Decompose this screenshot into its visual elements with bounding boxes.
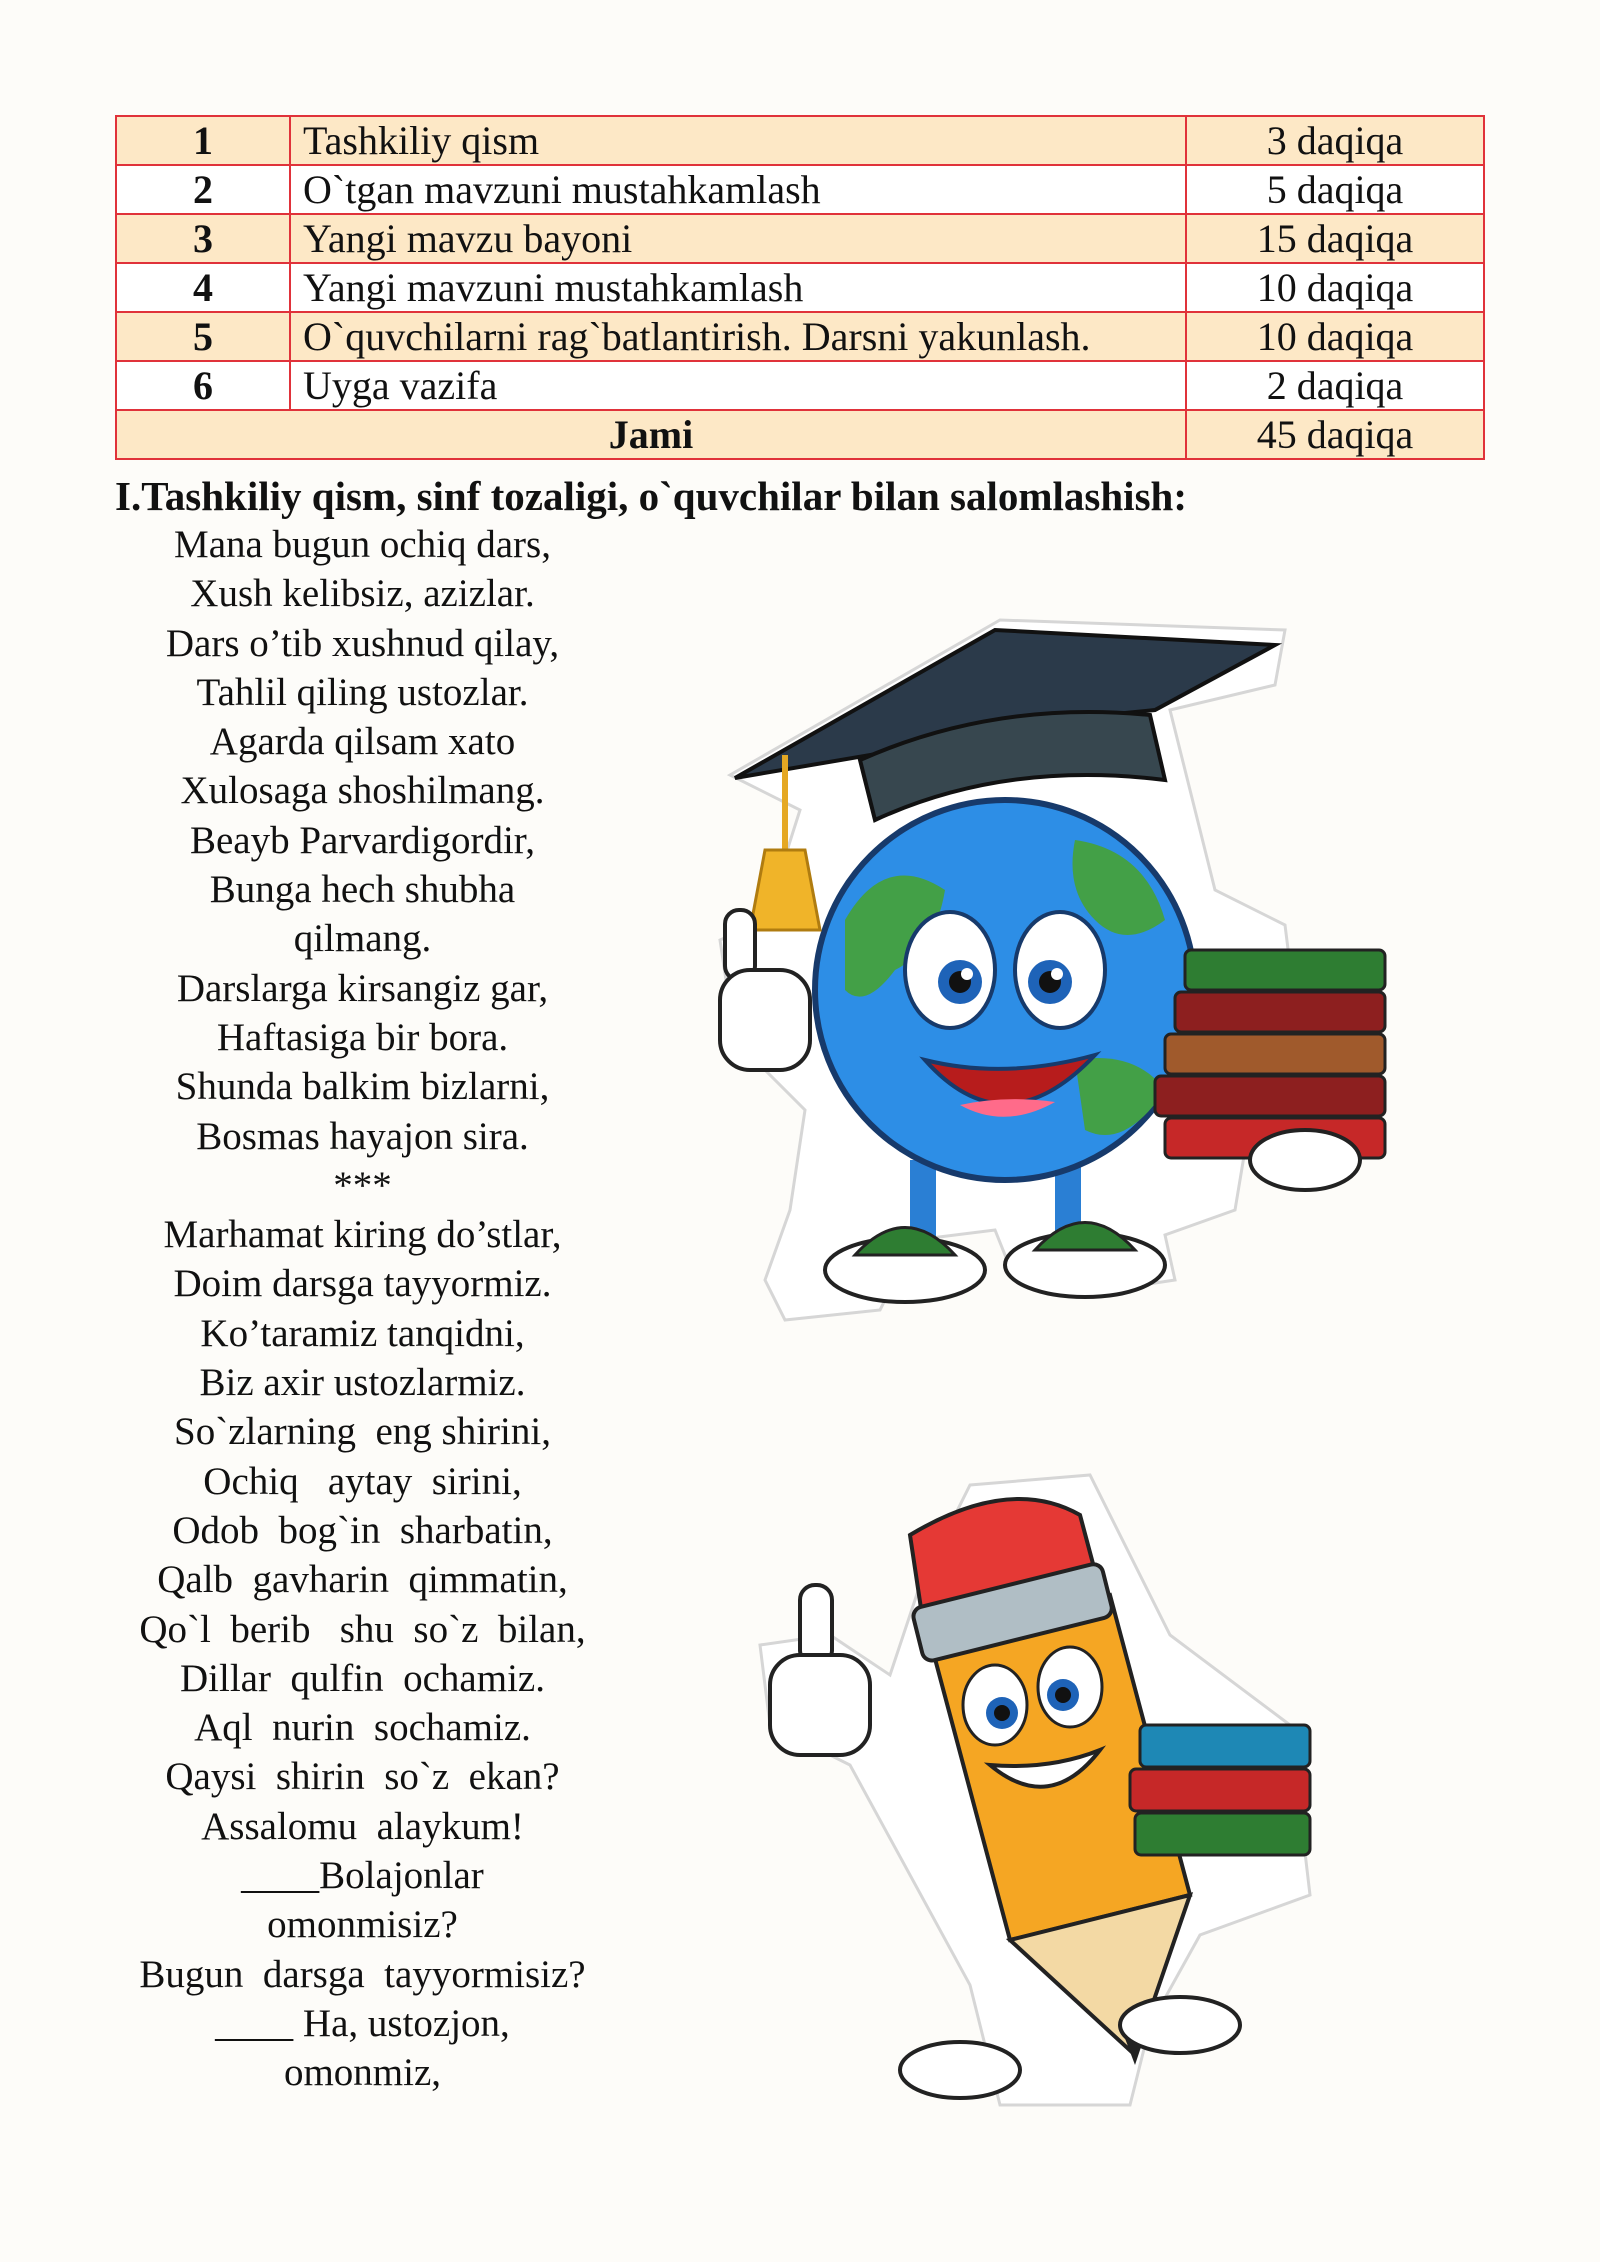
row-activity: O`quvchilarni rag`batlantirish. Darsni yakunlash. (290, 312, 1186, 361)
row-number: 3 (116, 214, 290, 263)
section-heading: I.Tashkiliy qism, sinf tozaligi, o`quvchilar bilan salomlashish: (115, 473, 1187, 519)
table-total-row (116, 410, 1484, 459)
poem-line: Xulosaga shoshilmang. (180, 769, 545, 813)
pencil-mascot-illustration (750, 1465, 1350, 2115)
total-duration: 45 daqiqa (1186, 410, 1484, 459)
poem-line: Dillar qulfin ochamiz. (180, 1656, 545, 1700)
poem-line: Qo`l berib shu so`z bilan, (139, 1607, 586, 1651)
poem-line: omonmiz, (283, 2051, 442, 2095)
table-row (116, 214, 1484, 263)
poem-line: ____ Ha, ustozjon, (215, 2001, 510, 2045)
poem-line: *** (333, 1163, 392, 1207)
poem-line: Mana bugun ochiq dars, (174, 523, 551, 566)
poem-line: Assalomu alaykum! (201, 1804, 524, 1848)
row-number: 1 (116, 116, 290, 165)
greeting-poem (90, 520, 635, 2098)
poem-line: Haftasiga bir bora. (216, 1015, 509, 1059)
poem-line: Shunda balkim bizlarni, (175, 1065, 550, 1109)
poem-line: Ochiq aytay sirini, (203, 1459, 522, 1503)
poem-line: Dars o’tib xushnud qilay, (165, 621, 560, 665)
row-activity: Yangi mavzuni mustahkamlash (290, 263, 1186, 312)
poem-line: Biz axir ustozlarmiz. (199, 1361, 526, 1405)
poem-line: qilmang. (293, 917, 432, 961)
row-activity: Yangi mavzu bayoni (290, 214, 1186, 263)
row-number: 6 (116, 361, 290, 410)
poem-line: Xush kelibsiz, azizlar. (190, 572, 535, 616)
globe-mascot-icon (695, 590, 1445, 1350)
lesson-plan-table (115, 115, 1485, 460)
poem-line: Bugun darsga tayyormisiz? (139, 1952, 586, 1996)
table-row (116, 165, 1484, 214)
poem-line: Beayb Parvardigordir, (189, 818, 535, 862)
poem-line: Darslarga kirsangiz gar, (176, 966, 549, 1010)
total-label: Jami (116, 410, 1186, 459)
poem-line: Odob bog`in sharbatin, (172, 1508, 553, 1552)
poem-line: Doim darsga tayyormiz. (173, 1262, 552, 1306)
poem-line: omonmisiz? (267, 1903, 458, 1947)
row-number: 2 (116, 165, 290, 214)
row-duration: 2 daqiqa (1186, 361, 1484, 410)
row-number: 4 (116, 263, 290, 312)
poem-line: Aql nurin sochamiz. (194, 1706, 531, 1750)
poem-line: Marhamat kiring do’stlar, (163, 1213, 562, 1257)
row-activity: O`tgan mavzuni mustahkamlash (290, 165, 1186, 214)
table-row (116, 361, 1484, 410)
row-number: 5 (116, 312, 290, 361)
row-duration: 10 daqiqa (1186, 263, 1484, 312)
poem-line: Ko’taramiz tanqidni, (200, 1311, 525, 1355)
poem-line: Tahlil qiling ustozlar. (196, 670, 529, 714)
row-activity: Uyga vazifa (290, 361, 1186, 410)
table-row (116, 116, 1484, 165)
poem-line: Agarda qilsam xato (209, 720, 516, 764)
globe-mascot-illustration (695, 590, 1445, 1350)
poem-line: ____Bolajonlar (241, 1854, 484, 1898)
poem-line: Bunga hech shubha (209, 868, 516, 912)
row-activity: Tashkiliy qism (290, 116, 1186, 165)
row-duration: 3 daqiqa (1186, 116, 1484, 165)
pencil-mascot-icon (750, 1465, 1350, 2115)
row-duration: 15 daqiqa (1186, 214, 1484, 263)
row-duration: 10 daqiqa (1186, 312, 1484, 361)
table-row (116, 312, 1484, 361)
poem-line: Qalb gavharin qimmatin, (157, 1558, 568, 1602)
poem-line: So`zlarning eng shirini, (174, 1410, 551, 1454)
table-row (116, 263, 1484, 312)
row-duration: 5 daqiqa (1186, 165, 1484, 214)
poem-line: Bosmas hayajon sira. (196, 1114, 529, 1158)
poem-line: Qaysi shirin so`z ekan? (165, 1755, 560, 1799)
